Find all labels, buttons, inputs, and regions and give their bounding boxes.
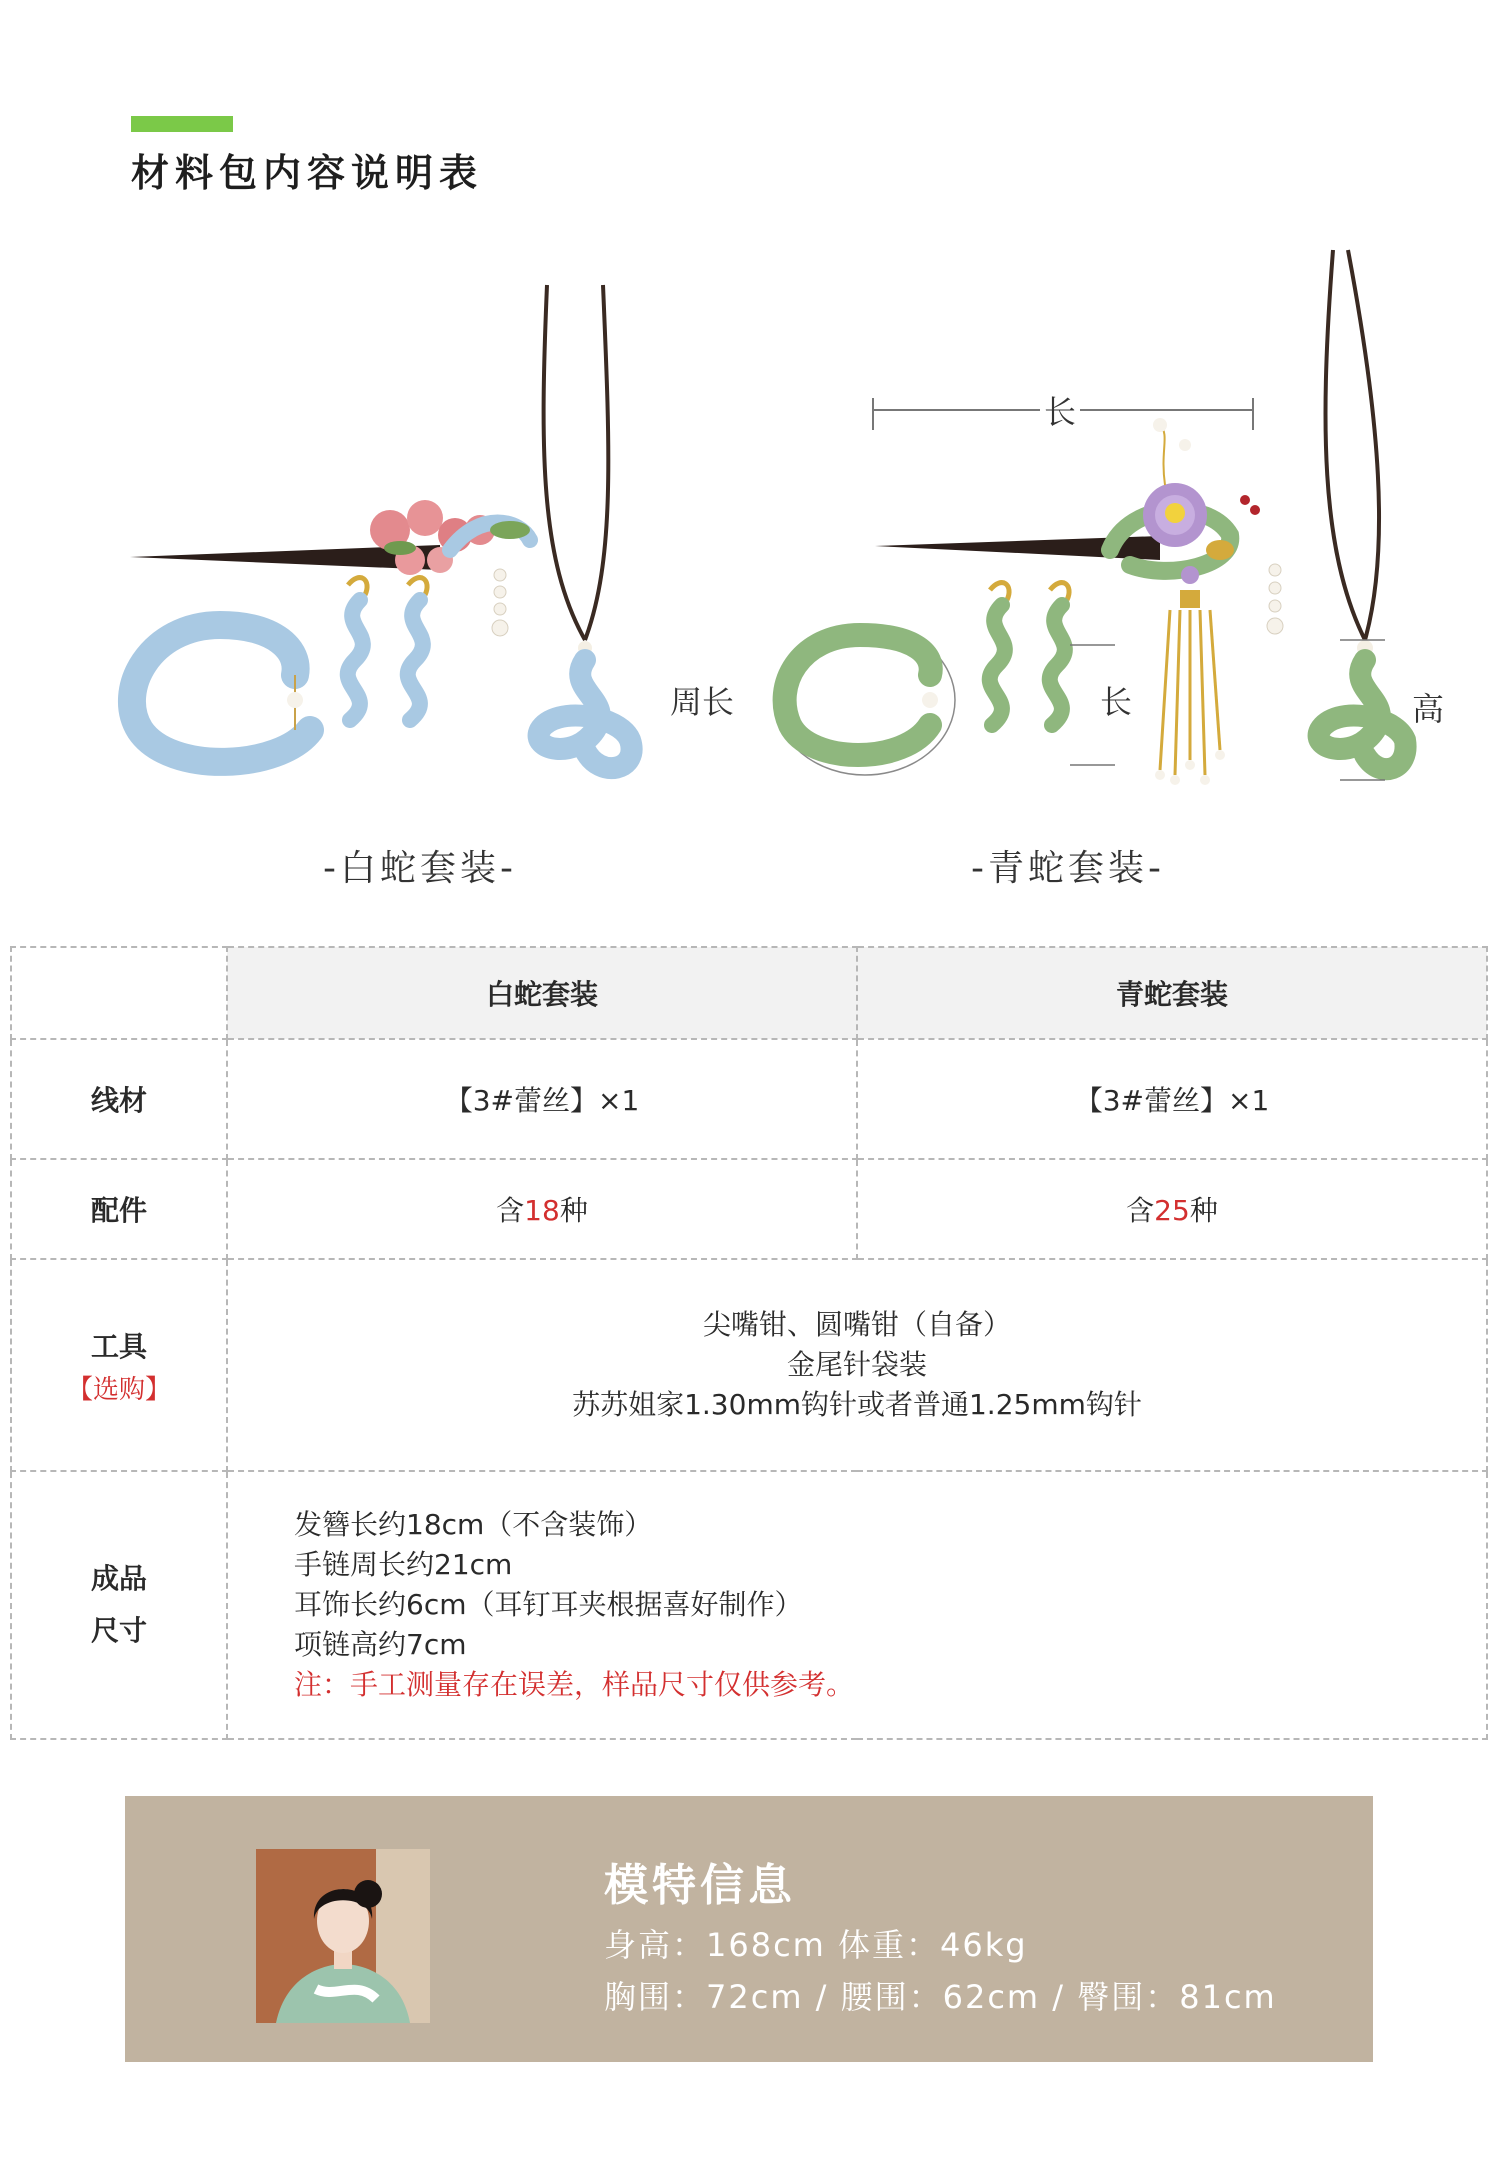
size-line: 项链高约7cm [294,1628,467,1661]
row-label-tools [11,1259,227,1471]
accessories-green-prefix: 含 [1126,1194,1155,1227]
dim-length-earring-label: 长 [1100,683,1133,721]
model-info-title: 模特信息 [604,1860,796,1911]
size-line: 发簪长约18cm（不含装饰） [294,1508,653,1541]
green-snake-set-caption: -青蛇套装- [971,848,1165,889]
accessories-green-value [857,1159,1487,1259]
tools-line: 苏苏姐家1.30mm钩针或者普通1.25mm钩针 [572,1388,1142,1421]
row-label-size-line: 成品 [90,1562,147,1595]
model-measurements: 胸围：72cm / 腰围：62cm / 臀围：81cm [604,1978,1277,2016]
tools-line: 尖嘴钳、圆嘴钳（自备） [702,1308,1011,1341]
section-title: 材料包内容说明表 [131,151,484,195]
row-label-thread: 线材 [11,1039,227,1159]
white-snake-set-caption: -白蛇套装- [323,848,517,889]
row-label-accessories: 配件 [11,1159,227,1259]
size-line: 耳饰长约6cm（耳钉耳夹根据喜好制作） [294,1588,803,1621]
size-value [227,1471,1487,1739]
green-snake-set-image [670,230,1445,850]
model-avatar [256,1849,430,2023]
accessories-white-suffix: 种 [559,1194,588,1227]
row-label-size [11,1471,227,1739]
tools-value [227,1259,1487,1471]
model-height-weight: 身高：168cm 体重：46kg [604,1926,1028,1964]
row-label-size-line: 尺寸 [90,1614,147,1647]
table-row-accessories [11,1159,1487,1259]
thread-white-value: 【3#蕾丝】×1 [227,1039,857,1159]
tools-line: 金尾针袋装 [786,1348,927,1381]
table-header-row [11,947,1487,1039]
dim-length-top-label: 长 [1043,393,1077,431]
accessories-white-count: 18 [524,1194,560,1227]
accessories-white-value [227,1159,857,1259]
row-label-tools-text: 工具 [90,1329,147,1363]
accessories-green-suffix: 种 [1189,1194,1218,1227]
table-row-tools [11,1259,1487,1471]
dim-circumference-label: 周长 [670,683,735,721]
dim-height-label: 高 [1412,690,1445,728]
table-corner-cell [11,947,227,1039]
row-label-tools-optional: 【选购】 [66,1374,171,1405]
accessories-green-count: 25 [1154,1194,1190,1227]
size-disclaimer-note: 注：手工测量存在误差，样品尺寸仅供参考。 [294,1668,855,1701]
table-row-size [11,1471,1487,1739]
materials-table [10,946,1488,1740]
table-row-thread [11,1039,1487,1159]
header-green-snake: 青蛇套装 [857,947,1487,1039]
title-accent-bar [131,116,233,132]
size-line: 手链周长约21cm [294,1548,513,1581]
accessories-white-prefix: 含 [496,1194,525,1227]
thread-green-value: 【3#蕾丝】×1 [857,1039,1487,1159]
header-white-snake: 白蛇套装 [227,947,857,1039]
